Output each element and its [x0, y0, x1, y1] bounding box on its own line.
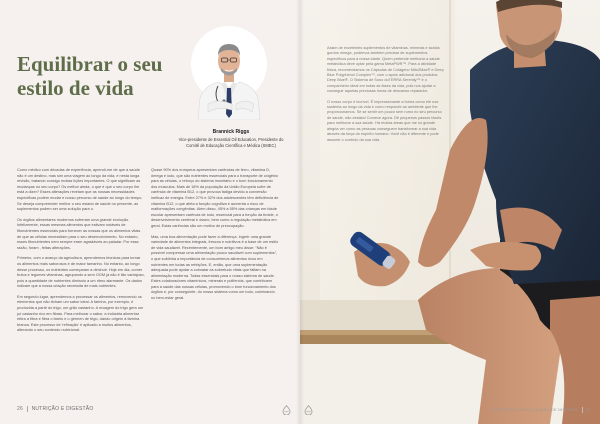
paragraph: Assim de excelentes suplementos de vitaminas, minerais e ácidos gordos ómega, podemos também precisar de suplementos específicos para a nossa idade. Quem pretende melhorar a saúde metabólica deve optar pela gama MetaPWR™. Para a atividade física, recomendamos os Cápsulas de Colágeno Mito2Max® e Deep Blue Polyphenol Complex™, com o apoio adicional dos produtos Deep Blue®. O Sistema de Sono doTERRA Serenity™ é o companheiro ideal em todas as fases da vida, pois nos ajudar a conseguir aquelas preciosas horas de descanso reparador.	[327, 46, 444, 94]
footer-divider	[27, 406, 28, 412]
right-page-footer	[493, 407, 591, 413]
paragraph: Em segundo lugar, aprendemos a processar os alimentos, removendo os elementos que não tinham um sabor ideal. A farinha, por exemplo, é produzida a partir do trigo, um grão castanho. A moagem do trigo gera um pó castanho rico em fibras. Para melhorar o sabor, a indústria alimentar retira a fibra e fibra o farelo e o gérmen de trigo, dando origem à farinha branca. Este processo de 'refinação' é aplicado a muitos alimentos, alterando o seu conteúdo nutricional.	[17, 294, 144, 333]
page-number: 26	[17, 406, 23, 412]
author-name: Brannick Riggs	[212, 129, 250, 135]
body-column-right	[327, 46, 445, 148]
body-column-a	[17, 168, 145, 339]
author-role: Vice-presidente de Essential Oil Education, Presidente do Comitê de Educação Científica e Médica (SMEC)	[178, 137, 284, 148]
brand-drop-icon	[282, 405, 291, 415]
article-title: Equilibrar o seu estilo de vida	[17, 52, 163, 100]
section-label: NUTRIÇÃO E DIGESTÃO	[31, 406, 94, 412]
footer-divider	[582, 407, 583, 413]
paragraph: Como médico com décadas de experiência, aprendi-me de que a saúde não é um destino, mas sim uma viagem ao longo da vida, e nesta longa revisão, tratando consigo muitas lições importantes. O que significam as mudanças no seu corpo? Os melhor ainda, o que é que o seu corpo lhe está a dizer? Esses alterações revelam que as nossas necessidades específicas podem mudar e nosso percurso de saúde ao longo do tempo. Se deseja compreender melhor o seu estado de saúde no presente, as suplementos podem ser uma solução para o.	[17, 168, 143, 212]
body-column-b	[151, 168, 279, 307]
paragraph: Primeiro, com o avanço da agricultura, aprendemos técnicas para tornar os alimentos mais saborosos e de maior tamanho. No entanto, ao longo desse processo, os nutrientes começaram a diminuir. Hoje em dia, comer frutos e legumes vitaminas, agrupando a sem OGM já não é tão vantajoso, pois a quantidade de nutrientes diminuiu a um ritmo alarmante. Os dados indicam que a nossa criação necessita de mais nutrientes.	[17, 256, 145, 289]
paragraph: Os órgãos alimentares modernos sofreram uma grande evolução. Infelizmente, essas mesmas alimentos que estivam notáveis de fitonutrientes essenciais para fornecer as nossas que os alimentos vitais de que as células necessitam para o seu desenvolvimento. No entanto, esses fitonutrientes nem sempre eram agradáveis ao paladar. Por essa razão, foram , feitas alterações.	[17, 217, 141, 250]
left-page-footer	[17, 406, 93, 412]
author-portrait	[188, 24, 270, 120]
paragraph: Quase 90% dos europeus apresentam carências de ferro, vitamina D, ômega e iodo, que são nutrientes essenciais para o transporte de oxigênio para as células, o reforço do sistema imunitário e o bom funcionamento dos músculos. Mais de 18% da população da União Europeia sofre de carência de vitamina B12, o que provoca fadiga devido a conversão ineficaz de energia. Entre 27% e 32% dos adolescentes têm deficiência de vitamina B12, o que afeta a função cognitiva e aumenta o risco de malformações congênitas. Além disso, 45% a 55% das crianças em idade escolar apresentam carência de iodo, essencial para a função da tiroide, o desenvolvimento cerebral e ósseo, bem como a regulação metabólica em geral. Estas carências são um motivo de preocupação.	[151, 168, 279, 228]
author-byline	[176, 129, 286, 149]
paragraph: O nosso corpo é incrível. É impressionante a forma como ele nos sustenta ao longo da vida e como responde ao ambiente que lhe proporcionamos. Se se sentir um pouco sem rumo no seu percurso de saúde, não desista! Comece agora. Dê pequenos passos fáceis para melhorar a sua saúde. Há muitas áreas que me só grande alegria ver como as pessoas conseguem transformar a sua vida através da força do espírito humano. Você não é diferente e pode assumir o controlo da sua vida.	[327, 99, 442, 142]
brand-drop-icon	[304, 405, 313, 415]
right-page	[300, 0, 600, 424]
paragraph: Mas, uma boa alimentação pode fazer a diferença. Ingerir uma grande variedade de alimentos integrais, frescos e nutritivos é a base de um estilo de vida saudável. Recentemente, um bom amigo meu disse: "Não é possível compensar uma alimentação pouco saudável com suplementos", o que sublinha a importância de consumirmos alimentos ricos em nutrientes em todas as refeições. E, então, que uma suplementação adequada pode ajudar a colmatar as sobretudo vitais que faltam na alimentação moderna. Todas essenciais para o nosso sistema de saúde. Estes colaboradores vitamínicos, minerais e polifenóis, que contribuem para a saúde das nossas células, promovendo o bom funcionamento dos órgãos e, por conseguinte, do nosso sistema como um todo, culminando no bem-estar geral.	[151, 234, 279, 301]
page-gutter	[296, 0, 304, 424]
page-number: 27	[586, 408, 591, 412]
magazine-label: DOTERRA LIVING | EDIÇÃO DE INVERNO	[493, 408, 578, 412]
